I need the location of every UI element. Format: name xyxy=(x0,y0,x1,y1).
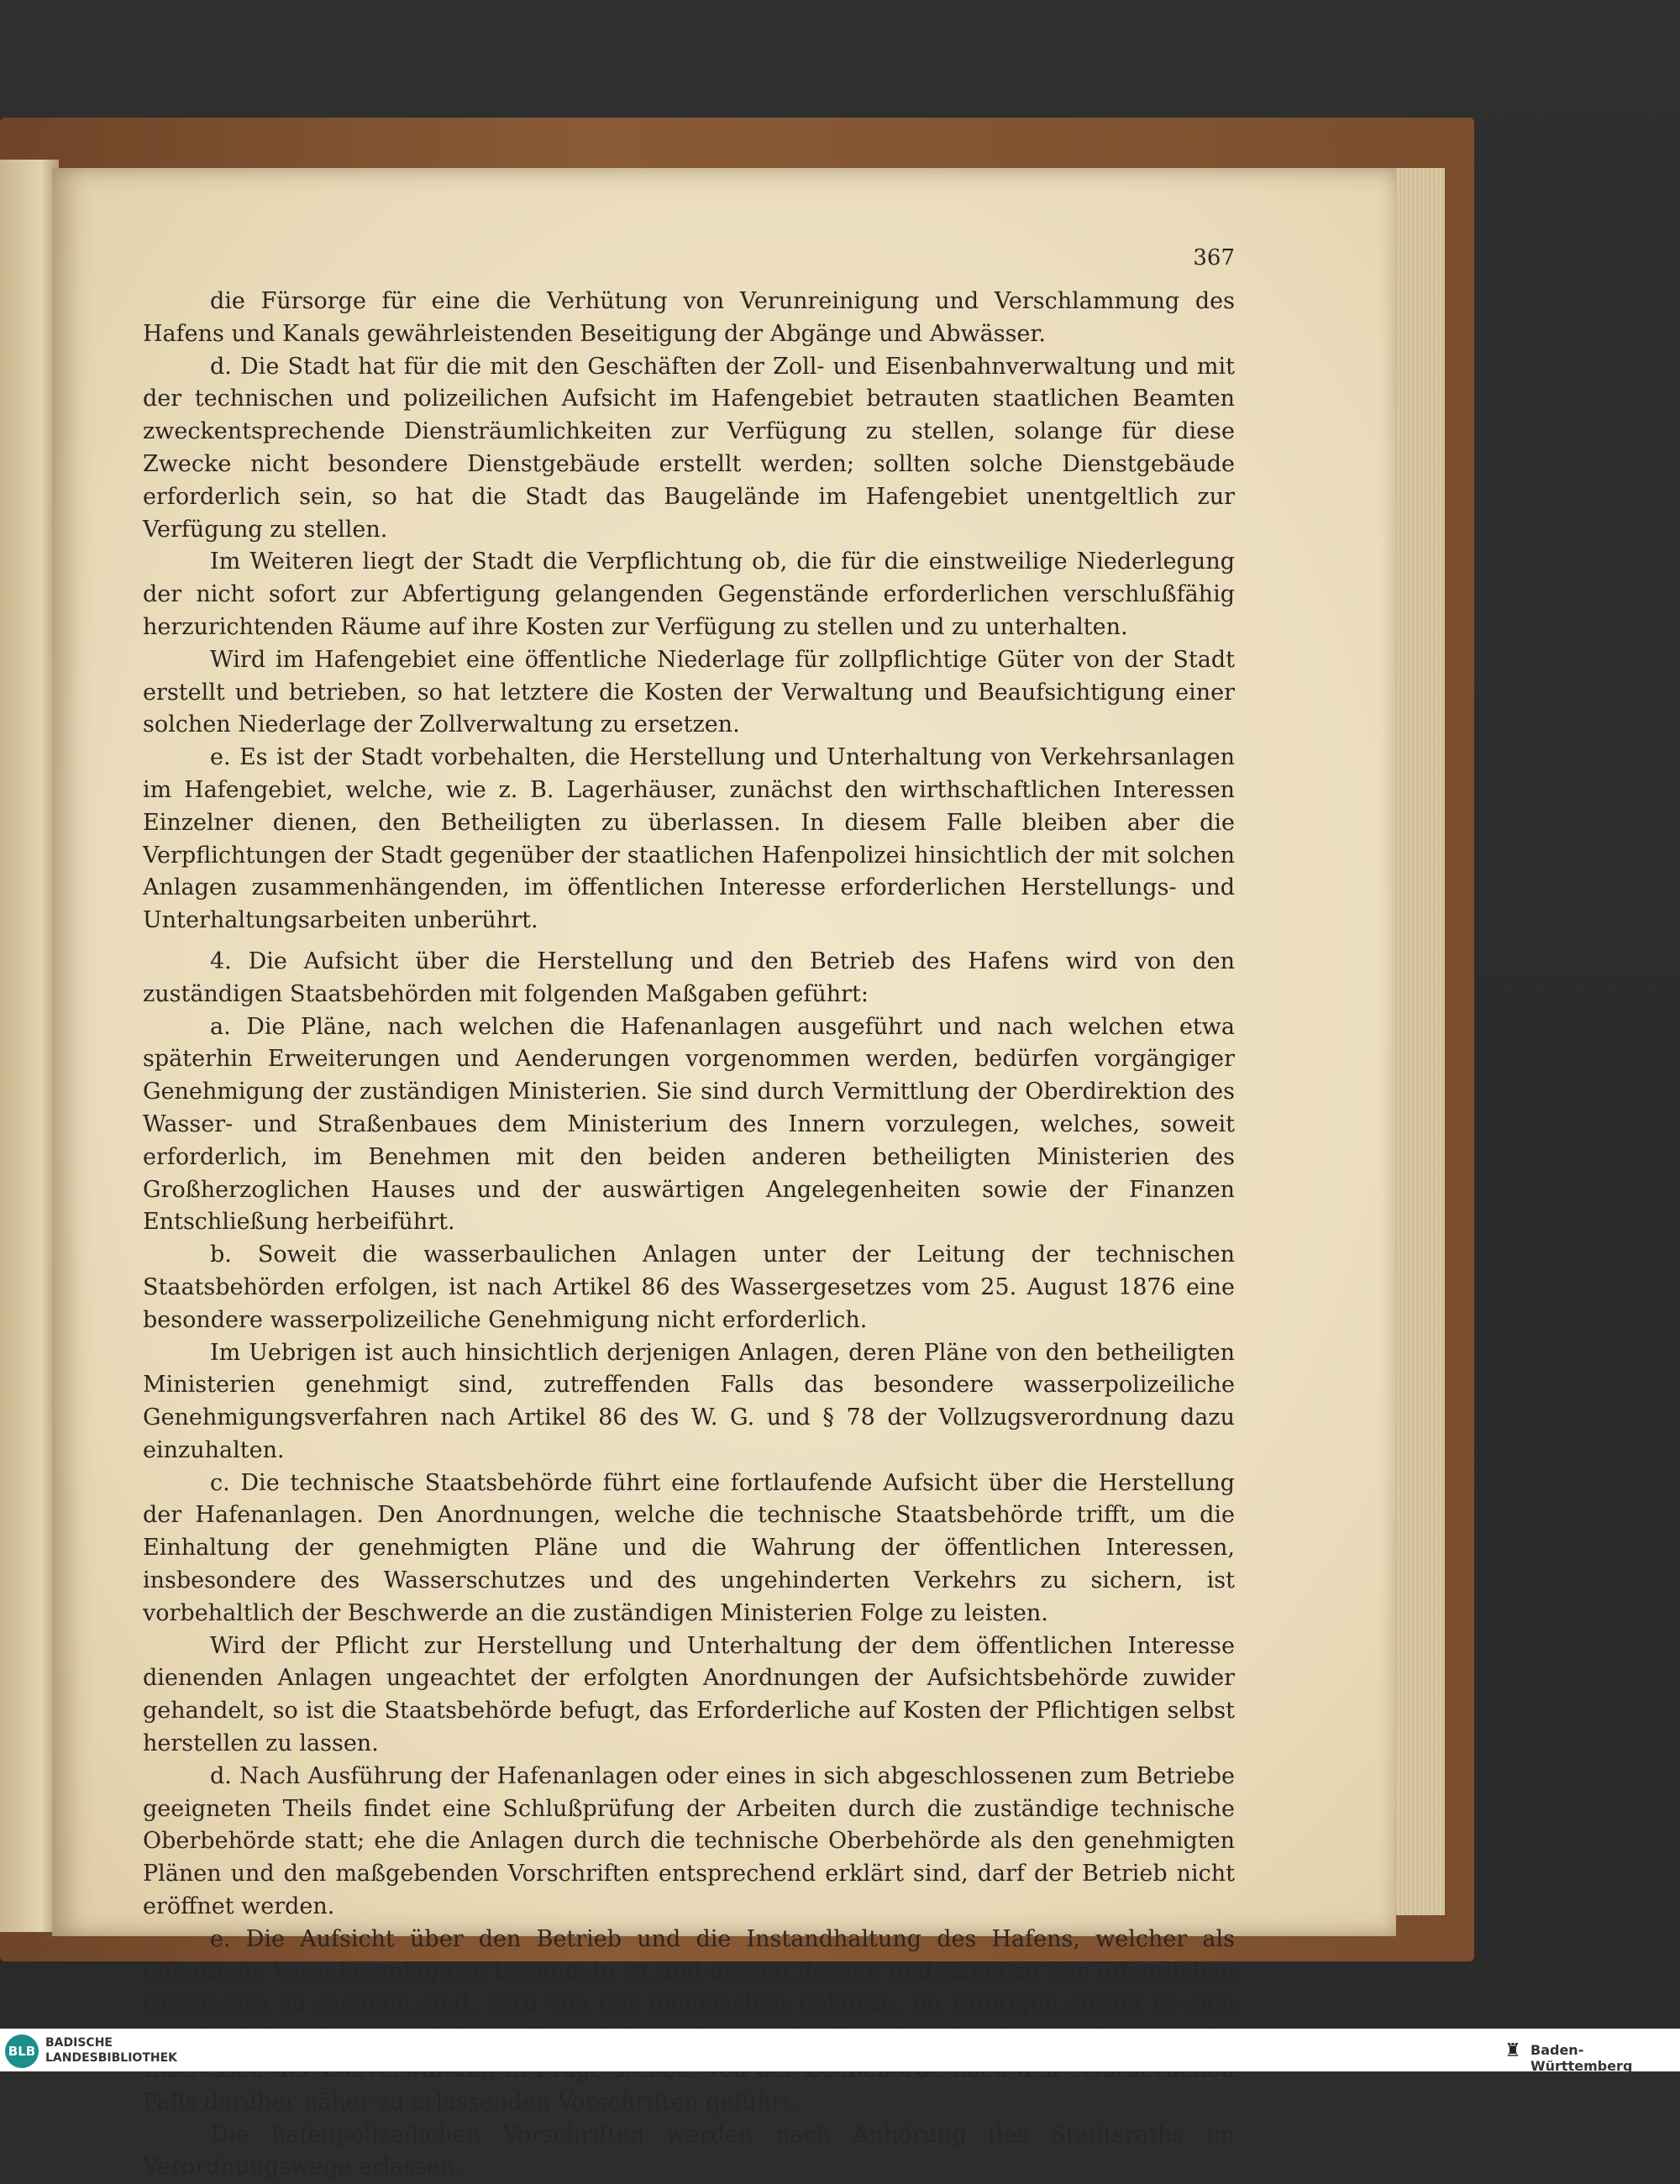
paragraph: d. Nach Ausführung der Hafenanlagen oder eines in sich abgeschlossenen zum Betriebe geeigneten Theils findet eine Schlußprüfung der Arbeiten durch die zuständige technische Oberbehörde statt; ehe die Anlagen durch die technische Oberbehörde als den genehmigten Plänen und den maßgebenden Vorschriften entsprechend erklärt sind, darf der Betrieb nicht eröffnet werden. xyxy=(143,1762,1235,1920)
paragraph: 4. Die Aufsicht über die Herstellung und den Betrieb des Hafens wird von den zuständigen Staatsbehörden mit folgenden Maßgaben geführt: xyxy=(143,948,1235,1007)
library-name-line1: BADISCHE xyxy=(45,2036,113,2050)
footer-bar xyxy=(0,2029,1680,2074)
paragraph: Wird im Hafengebiet eine öffentliche Niederlage für zollpflichtige Güter von der Stadt erstellt und betrieben, so hat letztere die Kosten der Verwaltung und Beaufsichtigung einer solchen Niederlage der Zollverwaltung zu ersetzen. xyxy=(143,646,1235,738)
left-page-edge xyxy=(0,160,59,1932)
paragraph: e. Die Aufsicht über den Betrieb und die Instandhaltung des Hafens, welcher als öffentliche Verkehrsanlage zu behandeln ist und dessen Becken und Kanal zu den öffentlichen Gewässern zu rechnen sind, wird von der technischen Behörde, im Uebrigen soweit es sich Falls darüber näher zu erlassenden Vorschriften geführt. xyxy=(143,1925,1235,2115)
paragraph: die Fürsorge für eine die Verhütung von Verunreinigung und Verschlammung des Hafens und Kanals gewährleistenden Beseitigung der Abgänge und Abwässer. xyxy=(143,288,1235,347)
paragraph: c. Die technische Staatsbehörde führt eine fortlaufende Aufsicht über die Herstellung der Hafenanlagen. Den Anordnungen, welche die technische Staatsbehörde trifft, um die Einhaltung der genehmigten Pläne und die Wahrung der öffentlichen Interessen, insbesondere des Wasserschutzes und des ungehinderten Verkehrs zu sichern, ist vorbehaltlich der Beschwerde an die zuständigen Ministerien Folge zu leisten. xyxy=(143,1469,1235,1626)
paragraph: Die hafenpolizeilichen Vorschriften werden nach Anhörung des Stadtsraths im Verordnungswege erlassen. xyxy=(143,2121,1235,2181)
page-text xyxy=(143,286,1235,2184)
paragraph: a. Die Pläne, nach welchen die Hafenanlagen ausgeführt und nach welchen etwa späterhin Erweiterungen und Aenderungen vorgenommen werden, bedürfen vorgängiger Genehmigung der zuständigen Ministerien. Sie sind durch Vermittlung der Oberdirektion des Wasser- und Straßenbaues dem Ministerium des Innern vorzulegen, welches, soweit erforderlich, im Benehmen mit den beiden anderen betheiligten Ministerien des Großherzoglichen Hauses und der auswärtigen Angelegenheiten sowie der Finanzen Entschließung herbeiführt. xyxy=(143,1013,1235,1236)
page-number: 367 xyxy=(1193,245,1235,270)
paragraph: d. Die Stadt hat für die mit den Geschäften der Zoll- und Eisenbahnverwaltung und mit der technischen und polizeilichen Aufsicht im Hafengebiet betrauten staatlichen Beamten zweckentsprechende Diensträumlichkeiten zur Verfügung zu stellen, solange für diese Zwecke nicht besondere Dienstgebäude erstellt werden; sollten solche Dienstgebäude erforderlich sein, so hat die Stadt das Baugelände im Hafengebiet unentgeltlich zur Verfügung zu stellen. xyxy=(143,353,1235,543)
paragraph: e. Es ist der Stadt vorbehalten, die Herstellung und Unterhaltung von Verkehrsanlagen im Hafengebiet, welche, wie z. B. Lagerhäuser, zunächst den wirthschaftlichen Interessen Einzelner dienen, den Betheiligten zu überlassen. In diesem Falle bleiben aber die Verpflichtungen der Stadt gegenüber der staatlichen Hafenpolizei hinsichtlich der mit solchen Anlagen zusammenhängenden, im öffentlichen Interesse erforderlichen Herstellungs- und Unterhaltungsarbeiten unberührt. xyxy=(143,744,1235,934)
paragraph: b. Soweit die wasserbaulichen Anlagen unter der Leitung der technischen Staatsbehörden erfolgen, ist nach Artikel 86 des Wassergesetzes vom 25. August 1876 eine besondere wasserpolizeiliche Genehmigung nicht erforderlich. xyxy=(143,1242,1235,1333)
paragraph: Im Uebrigen ist auch hinsichtlich derjenigen Anlagen, deren Pläne von den betheiligten Ministerien genehmigt sind, zutreffenden Falls das besondere wasserpolizeiliche Genehmigungsverfahren nach Artikel 86 des W. G. und § 78 der Vollzugsverordnung dazu einzuhalten. xyxy=(143,1339,1235,1463)
library-name[interactable] xyxy=(45,2035,177,2066)
paragraph: Im Weiteren liegt der Stadt die Verpflichtung ob, die für die einstweilige Niederlegung der nicht sofort zur Abfertigung gelangenden Gegenstände erforderlichen verschlußfähig herzurichtenden Räume auf ihre Kosten zur Verfügung zu stellen und zu unterhalten. xyxy=(143,549,1235,640)
coat-of-arms-icon: ♜ xyxy=(1504,2040,1521,2061)
paragraph: Wird der Pflicht zur Herstellung und Unterhaltung der dem öffentlichen Interesse dienenden Anlagen ungeachtet der erfolgten Anordnungen der Aufsichtsbehörde zuwider gehandelt, so ist die Staatsbehörde befugt, das Erforderliche auf Kosten der Pflichtigen selbst herstellen zu lassen. xyxy=(143,1632,1235,1757)
state-name[interactable]: Baden-Württemberg xyxy=(1530,2042,1633,2074)
blb-logo[interactable]: BLB xyxy=(5,2034,39,2068)
library-name-line2: LANDESBIBLIOTHEK xyxy=(45,2051,178,2065)
